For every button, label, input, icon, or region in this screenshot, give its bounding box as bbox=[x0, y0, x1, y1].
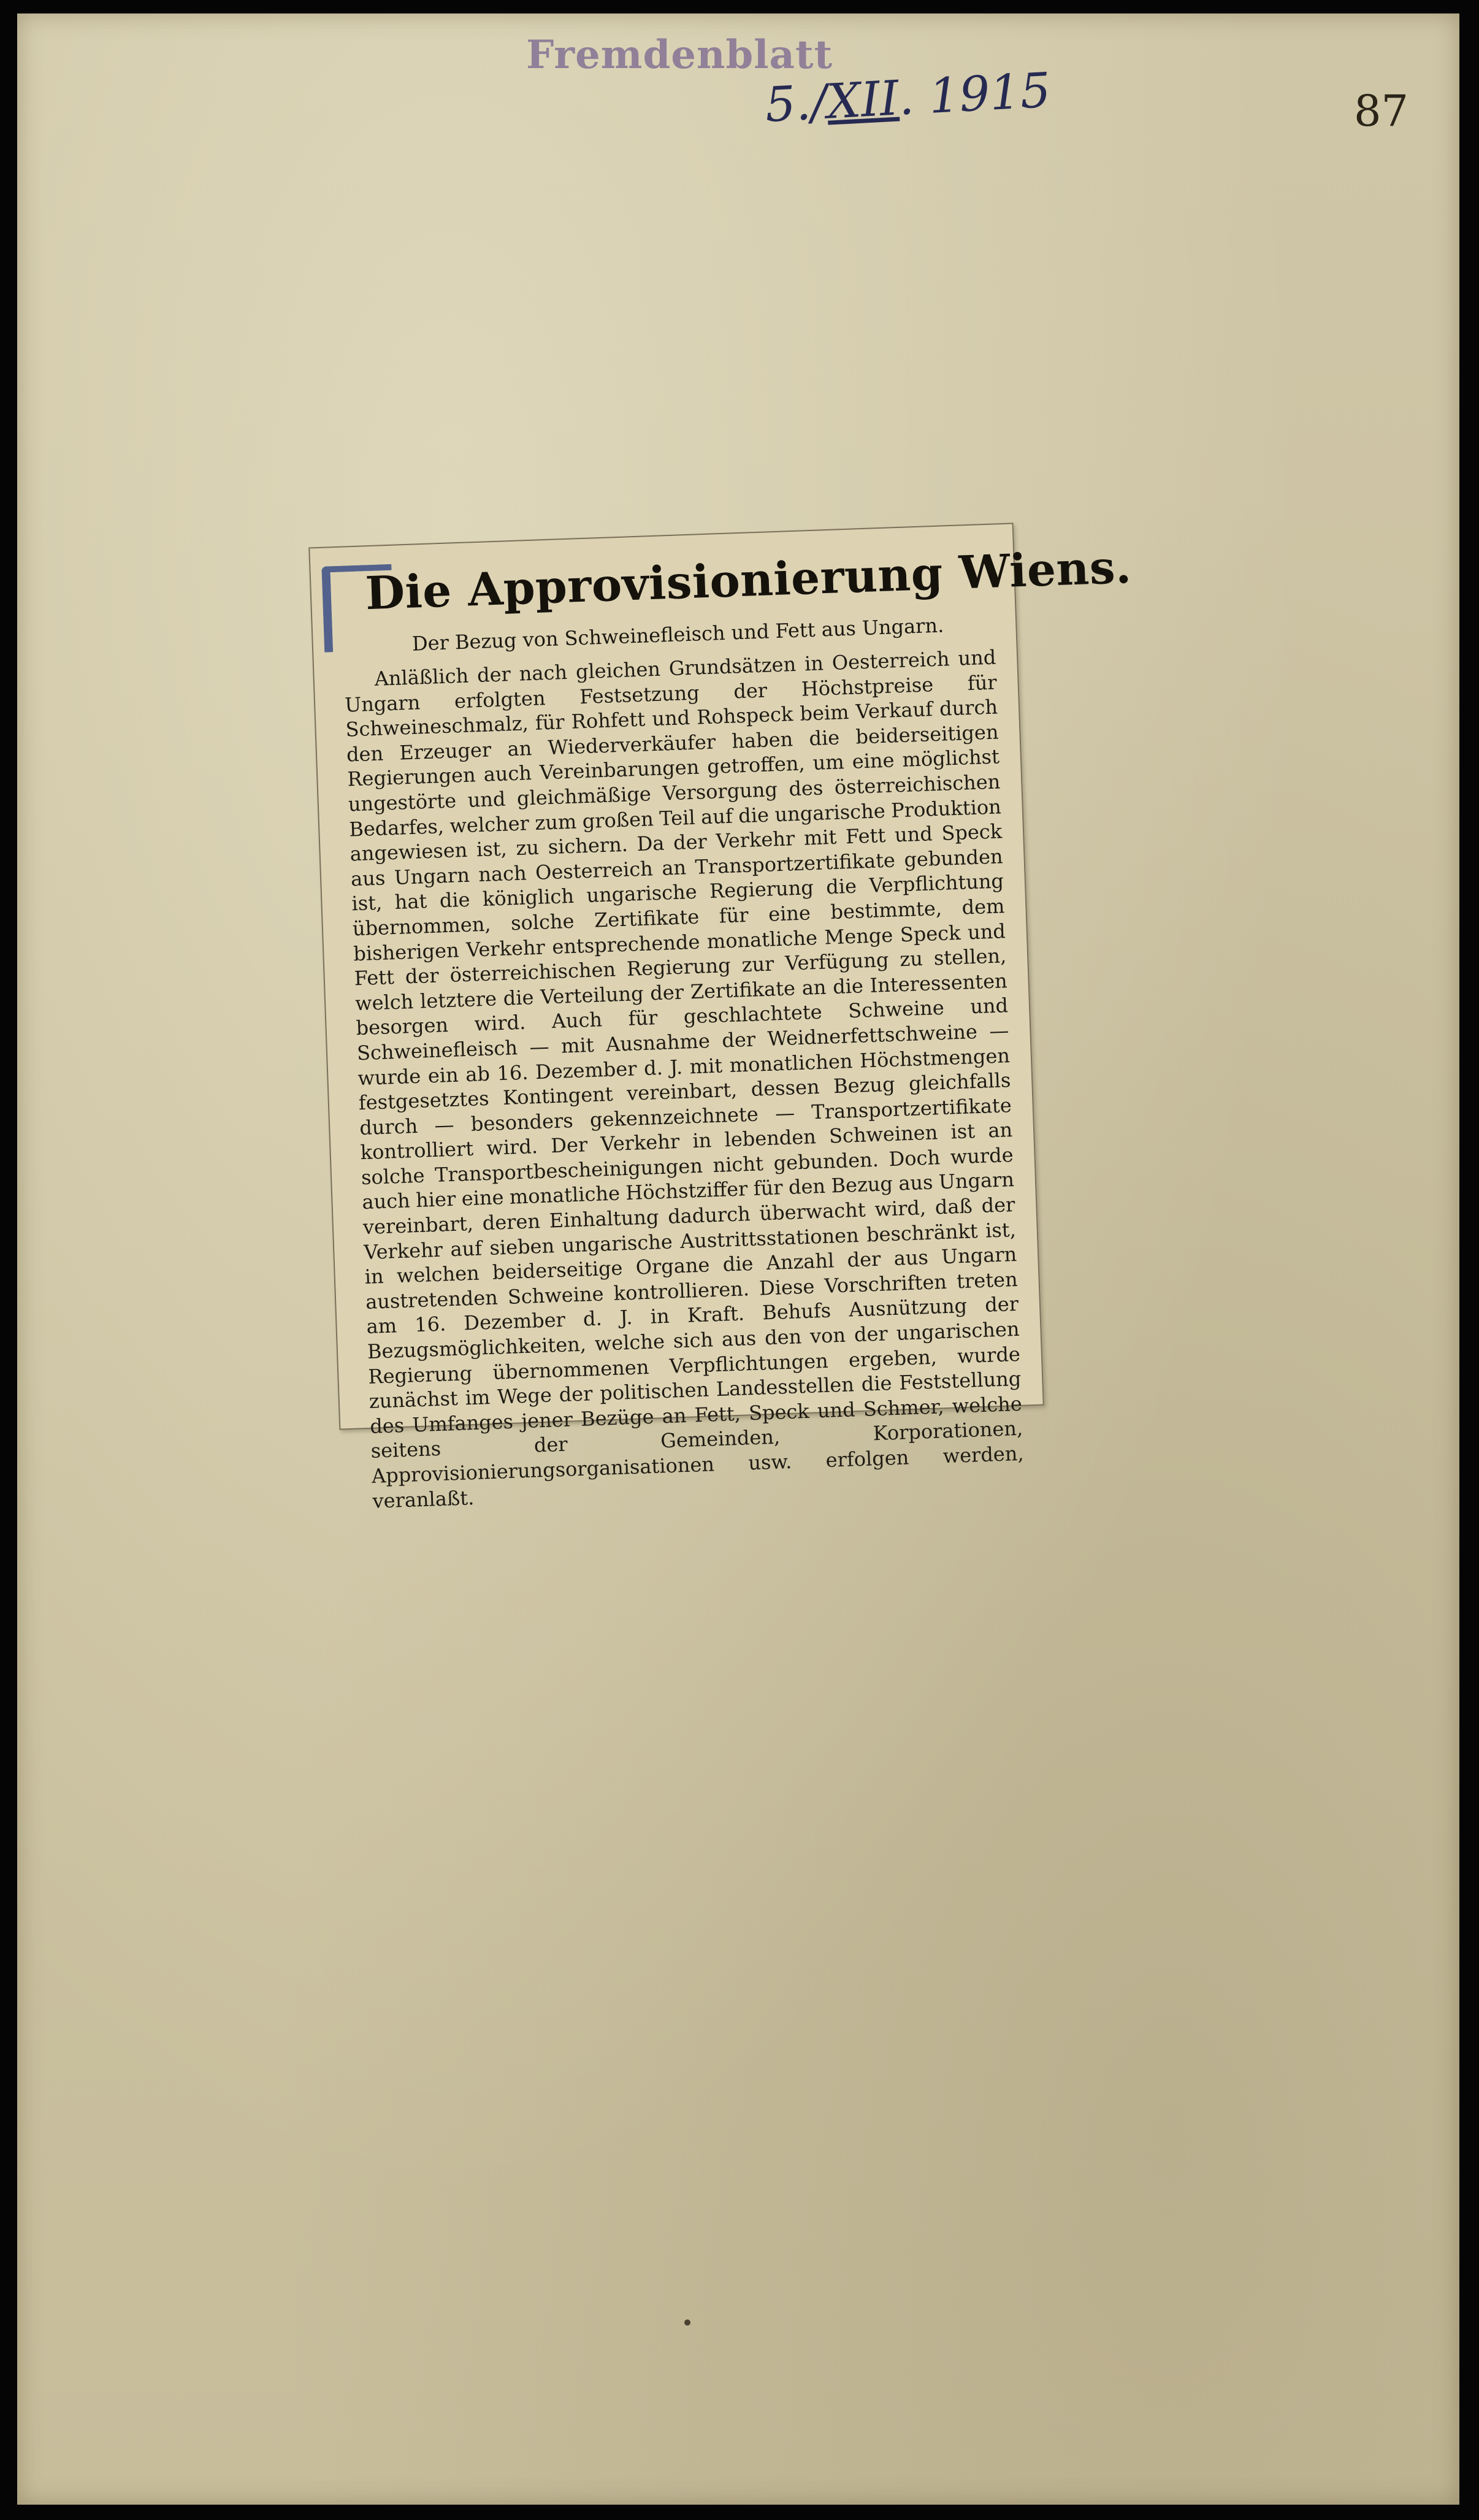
date-year: 1915 bbox=[927, 63, 1052, 124]
article-subheadline: Der Bezug von Schweinefleisch und Fett aus Ungarn. bbox=[411, 613, 944, 656]
article-headline: Die Approvisionierung Wiens. bbox=[364, 540, 1133, 621]
paper-speck bbox=[684, 2319, 690, 2326]
article-body: Anläßlich der nach gleichen Grundsätzen in Oesterreich und Ungarn erfolgten Festsetzung der Höchstpreise für Schweineschmalz, für Rohfett und Rohspeck beim Verkauf durch den Erzeuger an Wiederverkäufer haben die beiderseitigen Regierungen auch Vereinbarungen getroffen, um eine möglichst ungestörte und gleichmäßige Versorgung des österreichischen Bedarfes, welcher zum großen Teil auf die ungarische Produktion angewiesen ist, zu sichern. Da der Verkehr mit Fett und Speck aus Ungarn nach Oesterreich an Transportzertifikate gebunden ist, hat die königlich ungarische Regierung die Verpflichtung übernommen, solche Zertifikate für eine bestimmte, dem bisherigen Verkehr entsprechende monatliche Menge Speck und Fett der österreichischen Regierung zur Verfügung zu stellen, welch letztere die Verteilung der Zertifikate an die Interessenten besorgen wird. Auch für geschlachtete Schweine und Schweinefleisch — mit Ausnahme der Weidnerfettschweine — wurde ein ab 16. Dezember d. J. mit monatlichen Höchstmengen festgesetztes Kontingent vereinbart, dessen Bezug gleichfalls durch — besonders gekennzeichnete — Transportzertifikate kontrolliert wird. Der Verkehr in lebenden Schweinen ist an solche Transportbescheinigungen nicht gebunden. Doch wurde auch hier eine monatliche Höchstziffer für den Bezug aus Ungarn vereinbart, deren Einhaltung dadurch überwacht wird, daß der Verkehr auf sieben ungarische Austrittsstationen beschränkt ist, in welchen beiderseitige Organe die Anzahl der aus Ungarn austretenden Schweine kontrollieren. Diese Vorschriften treten am 16. Dezember d. J. in Kraft. Behufs Ausnützung der Bezugsmöglichkeiten, welche sich aus den von der ungarischen Regierung übernommenen Verpflichtungen ergeben, wurde zunächst im Wege der politischen Landesstellen die Feststellung des Umfanges jener Bezüge an Fett, Speck und Schmer, welche seitens der Gemeinden, Korporationen, Approvisionierungsorganisationen usw. erfolgen werden, veranlaßt. bbox=[344, 645, 1025, 1513]
page-number: 87 bbox=[1354, 86, 1409, 136]
handwritten-date: 5./XII. 1915 bbox=[763, 63, 1052, 133]
blue-bracket-mark bbox=[321, 564, 394, 653]
date-month: XII bbox=[825, 71, 900, 130]
newspaper-clipping bbox=[308, 523, 1133, 1513]
archive-page bbox=[17, 13, 1459, 2505]
date-day: 5. bbox=[763, 75, 812, 133]
newspaper-stamp: Fremdenblatt bbox=[526, 32, 833, 78]
